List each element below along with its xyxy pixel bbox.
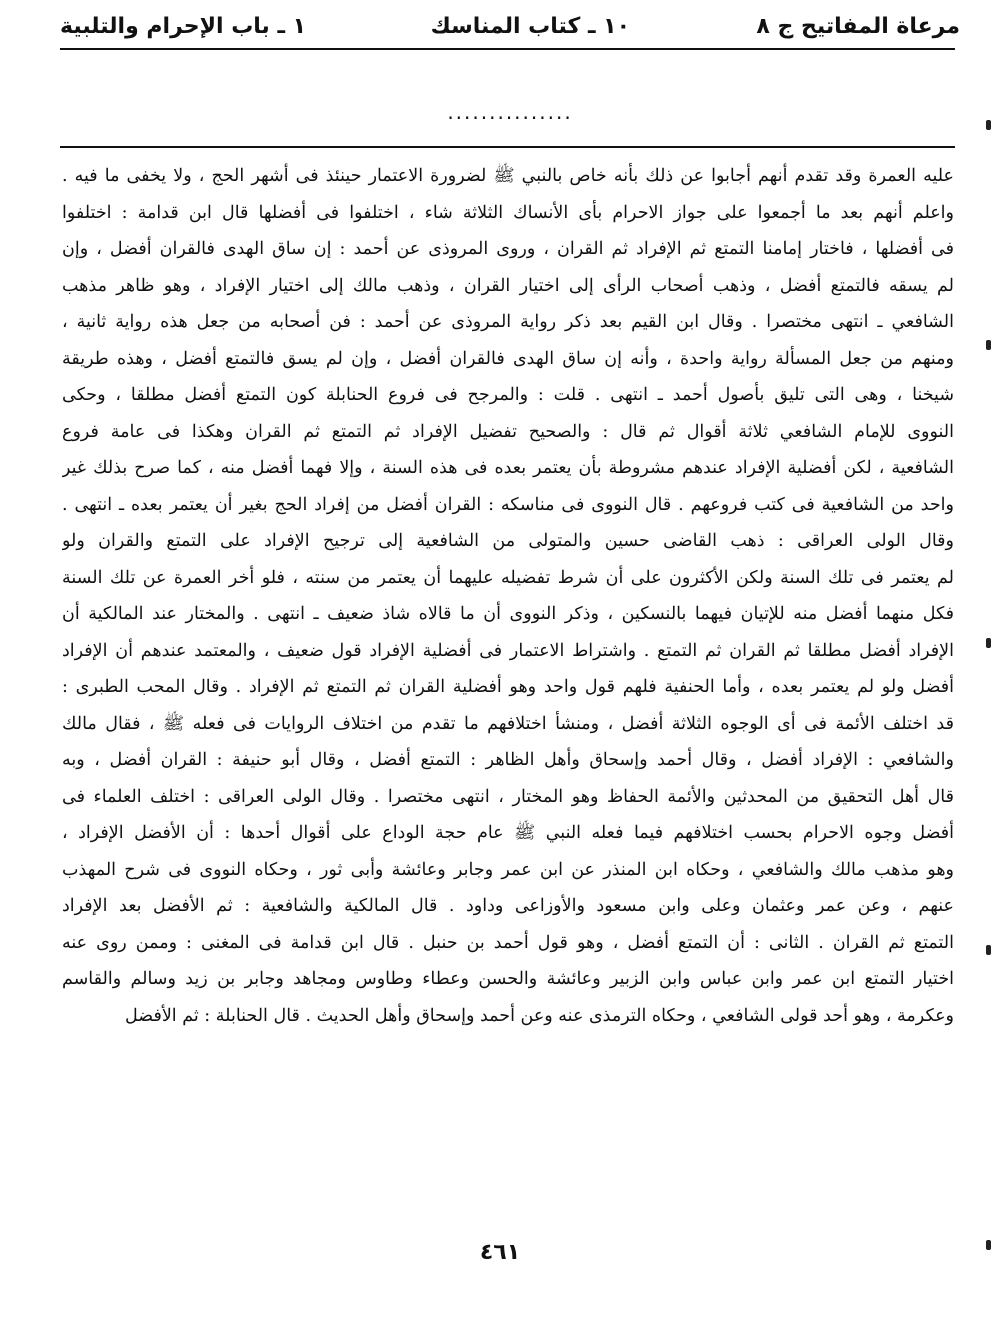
text-line: وعكرمة ، وهو أحد قولى الشافعي ، وحكاه الترمذى عنه وعن أحمد وإسحاق وأهل الحديث . قال الحنابلة : ثم الأفضل	[125, 1005, 954, 1026]
text-line: أفضل ولو لم يعتمر بعده ، وأما الحنفية فلهم قول واحد وهو أفضلية القران ثم التمتع ثم الإفراد . وقال المحب الطبرى :	[62, 677, 954, 697]
margin-mark	[986, 120, 991, 130]
body-text	[62, 158, 954, 1034]
margin-mark	[986, 945, 991, 955]
text-line: عليه العمرة وقد تقدم أنهم أجابوا عن ذلك بأنه خاص بالنبي ﷺ لضرورة الاعتمار حينئذ فى أشهر الحج ، ولا يخفى ما فيه .	[62, 166, 954, 186]
margin-mark	[986, 638, 991, 648]
margin-mark	[986, 1240, 991, 1250]
separator-dots: ...............	[447, 100, 573, 124]
text-line: ومنهم من جعل المسألة رواية واحدة ، وأنه إن ساق الهدى فالقران أفضل ، وإن لم يسق فالتمتع أفضل ، وهذه طريقة	[62, 348, 954, 369]
text-line: واحد من الشافعية فى كتب فروعهم . قال النووى فى مناسكه : القران أفضل من إفراد الحج بغير أن يعتمر بعده ـ انتهى .	[62, 494, 954, 515]
header-rule	[60, 48, 955, 50]
text-line: شيخنا ، وهى التى تليق بأصول أحمد ـ انتهى . قلت : والمرجح فى فروع الحنابلة كون التمتع أفضل مطلقا ، وحكى	[62, 385, 954, 405]
text-line: الشافعية ، لكن أفضلية الإفراد عندهم مشروطة بأن يعتمر بعده فى هذه السنة ، وإلا فهما أفضل منه ، كما صرح بذلك غير	[62, 458, 954, 478]
text-line: وهو مذهب مالك والشافعي ، وحكاه ابن المنذر عن ابن عمر وجابر وعائشة وأبى ثور ، وحكاه النووى فى شرح المهذب	[62, 859, 954, 880]
text-line: فكل منهما أفضل منه للإتيان فيهما بالنسكين ، وذكر النووى أن ما قالاه شاذ ضعيف ـ انتهى . والمختار عند المالكية أن	[62, 604, 954, 624]
text-line: التمتع ثم القران . الثانى : أن التمتع أفضل ، وهو قول أحمد بن حنبل . قال ابن قدامة فى المغنى : وممن روى عنه	[62, 932, 954, 953]
text-line: قد اختلف الأئمة فى أى الوجوه الثلاثة أفضل ، ومنشأ اختلافهم ما تقدم من اختلاف الروايات فى فعله ﷺ ، فقال مالك	[62, 713, 954, 734]
body-rule	[60, 146, 955, 148]
text-line: اختيار التمتع ابن عمر وابن عباس وابن الزبير وعائشة والحسن وعطاء وطاوس ومجاهد وجابر بن زيد وسالم والقاسم	[62, 969, 954, 989]
book-title: مرعاة المفاتيح ج ٨	[756, 14, 960, 39]
section-title: ١ ـ باب الإحرام والتلبية	[60, 14, 307, 39]
page-number: ٤٦١	[479, 1240, 521, 1265]
text-line: النووى للإمام الشافعي ثلاثة أقوال ثم قال : والصحيح تفضيل الإفراد ثم التمتع ثم القران وهكذا فى عامة فروع	[62, 421, 954, 442]
text-line: الإفراد أفضل مطلقا ثم القران ثم التمتع . واشتراط الاعتمار فى أفضلية الإفراد قول ضعيف ، والمعتمد عندهم أن الإفراد	[62, 640, 954, 661]
text-line: عنهم ، وعن عمر وعثمان وعلى وابن مسعود والأوزاعى وداود . قال المالكية والشافعية : ثم الأفضل بعد الإفراد	[62, 896, 954, 916]
text-line: الشافعي ـ انتهى مختصرا . وقال ابن القيم بعد ذكر رواية المروذى عن أحمد : فن أصحابه من جعل هذه رواية ثانية ،	[62, 312, 954, 332]
margin-mark	[986, 340, 991, 350]
chapter-title: ١٠ ـ كتاب المناسك	[430, 14, 630, 39]
text-line: وقال الولى العراقى : ذهب القاضى حسين والمتولى من الشافعية إلى ترجيح الإفراد على التمتع والقران ولو	[62, 531, 954, 551]
text-line: واعلم أنهم بعد ما أجمعوا على جواز الاحرام بأى الأنساك الثلاثة شاء ، اختلفوا فى أفضلها قال ابن قدامة : اختلفوا	[62, 202, 954, 223]
text-line: قال أهل التحقيق من المحدثين والأئمة الحفاظ وهو المختار ، انتهى مختصرا . وقال الولى العراقى : اختلف العلماء فى	[62, 786, 954, 807]
text-line: لم يسقه فالتمتع أفضل ، وذهب أصحاب الرأى إلى اختيار القران ، وذهب مالك إلى اختيار الإفراد ، وهو ظاهر مذهب	[62, 275, 954, 296]
page-header	[60, 10, 960, 50]
text-line: والشافعي : الإفراد أفضل ، وقال أحمد وإسحاق وأهل الظاهر : التمتع أفضل ، وقال أبو حنيفة : القران أفضل ، وبه	[62, 750, 954, 770]
text-line: أفضل وجوه الاحرام بحسب اختلافهم فيما فعله النبي ﷺ عام حجة الوداع على أقوال أحدها : أن الأفضل الإفراد ،	[62, 823, 954, 843]
text-line: لم يعتمر فى تلك السنة ولكن الأكثرون على أن شرط تفضيله عليهما أن يعتمر من سنته ، فلو أخر العمرة عن تلك السنة	[62, 567, 954, 588]
text-line: فى أفضلها ، فاختار إمامنا التمتع ثم الإفراد ثم القران ، وروى المروذى عن أحمد : إن ساق الهدى فالقران أفضل ، وإن	[62, 239, 954, 259]
